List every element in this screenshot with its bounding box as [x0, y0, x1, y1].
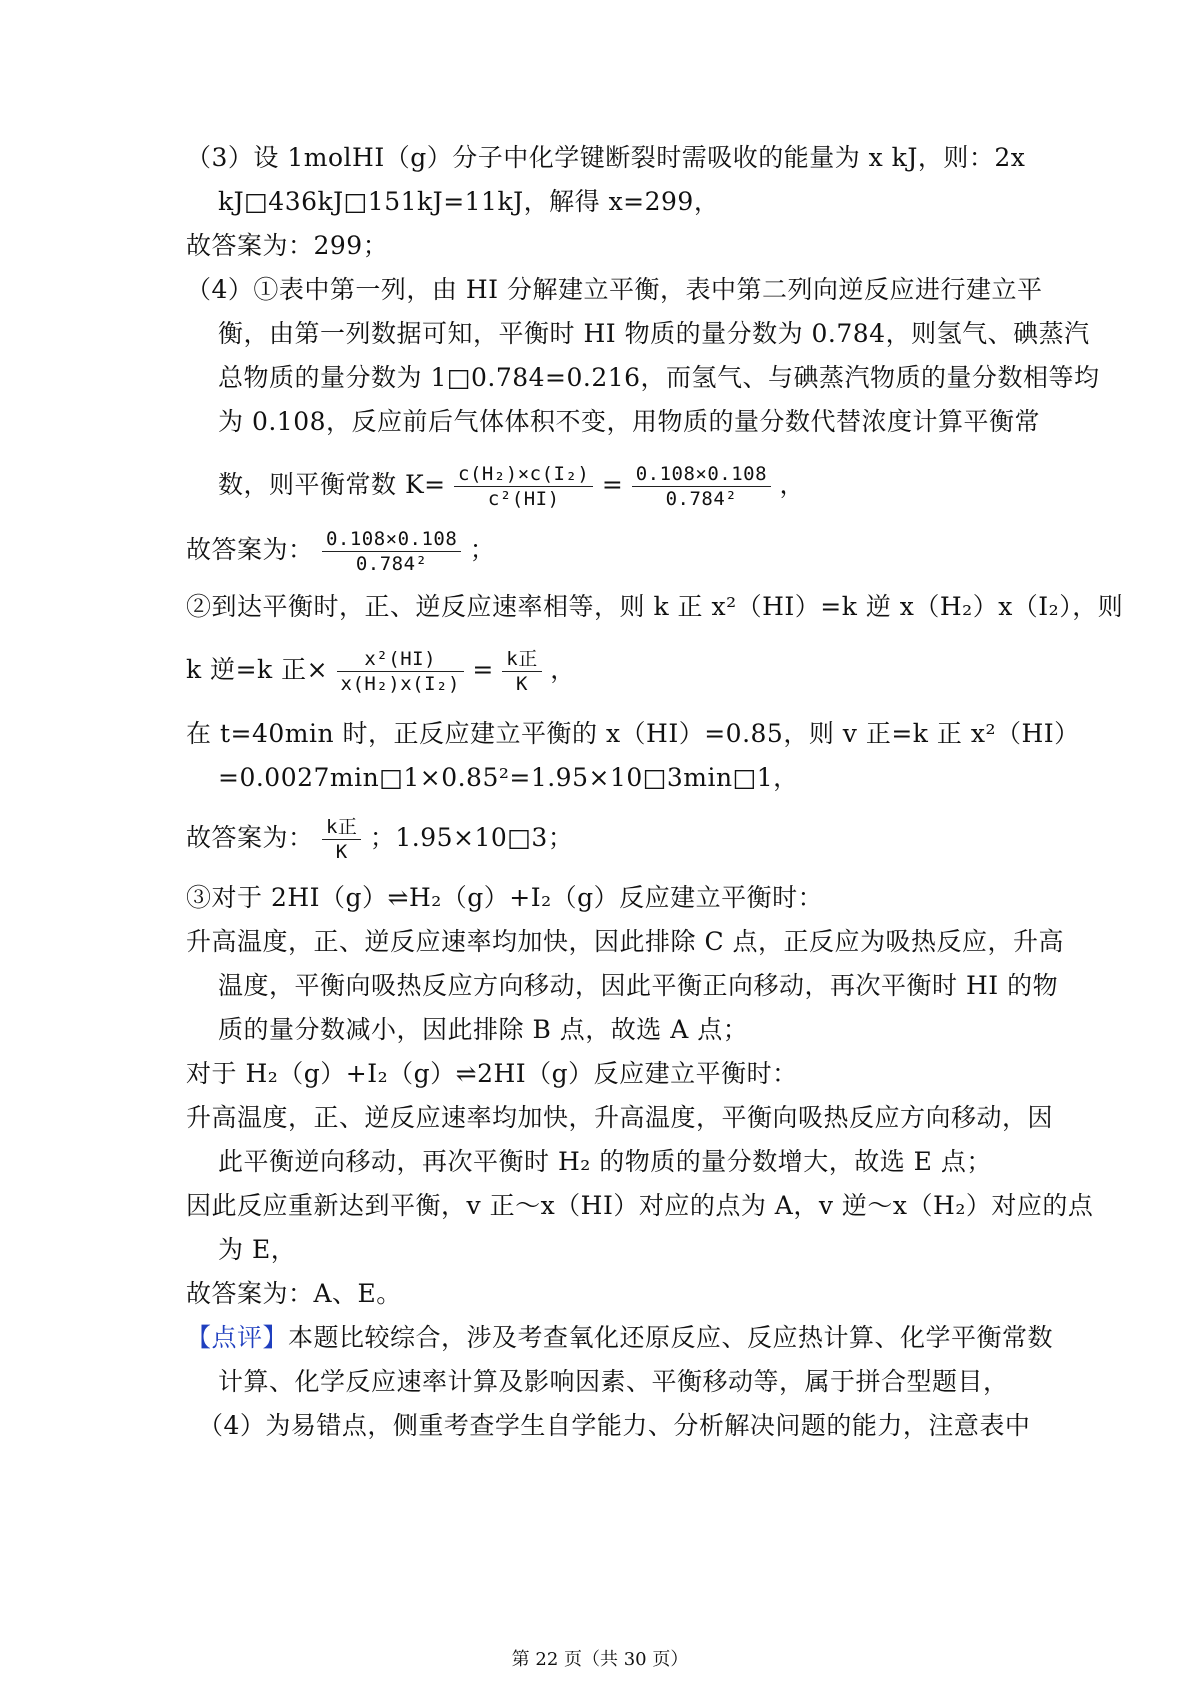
text-segment: ；	[469, 535, 496, 564]
text-line: （3）设 1molHI（g）分子中化学键断裂时需吸收的能量为 x kJ，则：2x	[186, 143, 1026, 172]
text-segment: ；1.95×10□3；	[369, 823, 574, 852]
answer-line	[186, 520, 495, 580]
fraction-denominator: 0.784²	[665, 488, 738, 510]
text-segment: ，	[779, 470, 806, 499]
text-line: 衡，由第一列数据可知，平衡时 HI 物质的量分数为 0.784，则氢气、碘蒸汽	[218, 319, 1090, 348]
text-line: 为 E，	[218, 1235, 297, 1264]
text-line: 升高温度，正、逆反应速率均加快，因此排除 C 点，正反应为吸热反应，升高	[186, 927, 1065, 956]
text-segment: k 逆=k 正×	[186, 655, 329, 684]
fraction-numerator: k正	[322, 815, 361, 840]
fraction	[632, 462, 771, 511]
text-line: kJ□436kJ□151kJ=11kJ，解得 x=299，	[218, 187, 720, 216]
answer-line	[186, 808, 573, 868]
text-line: ③对于 2HI（g）⇌H₂（g）+I₂（g）反应建立平衡时：	[186, 883, 824, 912]
fraction-numerator: 0.108×0.108	[632, 462, 771, 487]
fraction	[502, 647, 541, 696]
text-line: 升高温度，正、逆反应速率均加快，升高温度，平衡向吸热反应方向移动，因	[186, 1103, 1054, 1132]
equation-line	[186, 640, 576, 700]
fraction-numerator: k正	[502, 647, 541, 672]
text-line: ②到达平衡时，正、逆反应速率相等，则 k 正 x²（HI）=k 逆 x（H₂）x（I₂），则	[186, 592, 1124, 621]
text-line: 故答案为：A、E。	[186, 1279, 402, 1308]
fraction-numerator: 0.108×0.108	[322, 527, 461, 552]
fraction	[454, 462, 593, 511]
fraction-denominator: K	[516, 673, 528, 695]
text-segment: 故答案为：	[186, 535, 314, 564]
text-segment: =	[601, 470, 624, 499]
text-segment: 本题比较综合，涉及考查氧化还原反应、反应热计算、化学平衡常数	[288, 1323, 1054, 1352]
text-line: 故答案为：299；	[186, 231, 389, 260]
text-segment: ，	[550, 655, 576, 684]
text-line: 因此反应重新达到平衡，v 正～x（HI）对应的点为 A，v 逆～x（H₂）对应的点	[186, 1191, 1094, 1220]
text-segment: 故答案为：	[186, 823, 314, 852]
fraction	[337, 647, 464, 696]
text-line: 对于 H₂（g）+I₂（g）⇌2HI（g）反应建立平衡时：	[186, 1059, 798, 1088]
text-line: 为 0.108，反应前后气体体积不变，用物质的量分数代替浓度计算平衡常	[218, 407, 1041, 436]
text-line: 此平衡逆向移动，再次平衡时 H₂ 的物质的量分数增大，故选 E 点；	[218, 1147, 992, 1176]
text-segment: 数，则平衡常数 K=	[218, 470, 446, 499]
text-line: =0.0027min□1×0.85²=1.95×10□3min□1，	[218, 763, 799, 792]
text-line: 在 t=40min 时，正反应建立平衡的 x（HI）=0.85，则 v 正=k 正 x²（HI）	[186, 719, 1080, 748]
text-line: 计算、化学反应速率计算及影响因素、平衡移动等，属于拼合型题目，	[218, 1367, 1009, 1396]
equation-line	[218, 455, 805, 515]
comment-tag: 【点评】	[186, 1323, 289, 1352]
fraction-denominator: c²(HI)	[487, 488, 560, 510]
fraction-denominator: K	[335, 841, 348, 863]
text-line: 质的量分数减小，因此排除 B 点，故选 A 点；	[218, 1015, 749, 1044]
fraction-numerator: x²(HI)	[337, 647, 464, 672]
text-line: （4）为易错点，侧重考查学生自学能力、分析解决问题的能力，注意表中	[198, 1411, 1031, 1440]
fraction-denominator: x(H₂)x(I₂)	[340, 673, 460, 695]
page-footer: 第 22 页（共 30 页）	[511, 1649, 689, 1670]
fraction-numerator: c(H₂)×c(I₂)	[454, 462, 593, 487]
comment-line	[186, 1321, 1053, 1355]
text-segment: =	[472, 655, 494, 684]
fraction-denominator: 0.784²	[355, 553, 428, 575]
fraction	[322, 815, 361, 864]
text-line: 温度，平衡向吸热反应方向移动，因此平衡正向移动，再次平衡时 HI 的物	[218, 971, 1059, 1000]
text-line: 总物质的量分数为 1□0.784=0.216，而氢气、与碘蒸汽物质的量分数相等均	[218, 363, 1100, 392]
fraction	[322, 527, 461, 576]
text-line: （4）①表中第一列，由 HI 分解建立平衡，表中第二列向逆反应进行建立平	[186, 275, 1043, 304]
